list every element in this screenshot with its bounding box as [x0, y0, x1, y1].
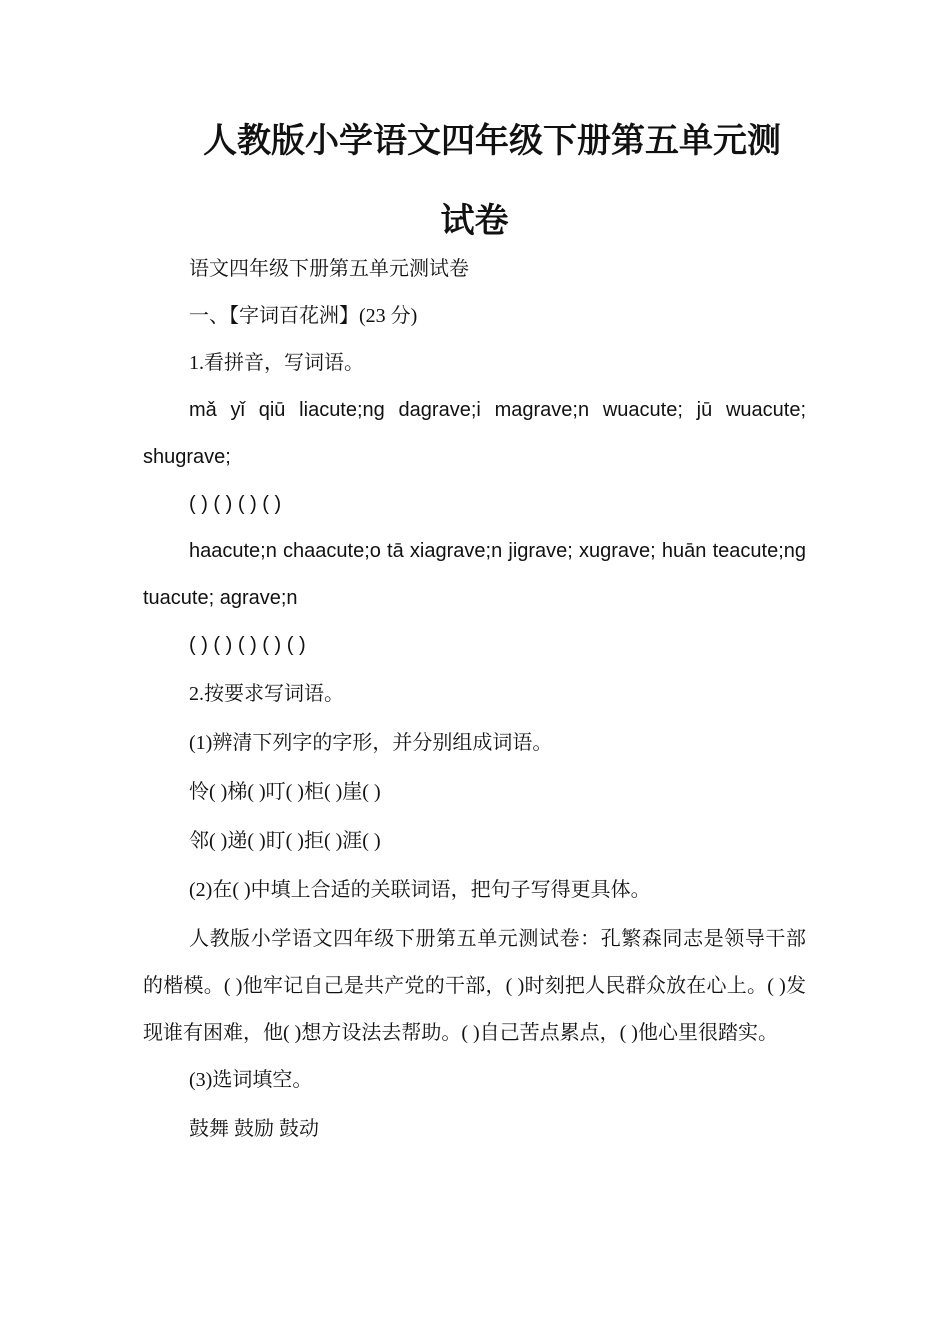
title-line-2: 试卷 [440, 203, 509, 240]
document-title [143, 102, 806, 262]
question-heading: 1.看拼音，写词语。 [189, 352, 364, 374]
title-line-1: 人教版小学语文四年级下册第五单元测 [203, 123, 781, 160]
word-choices-line: 鼓舞 鼓励 鼓动 [189, 1118, 319, 1140]
word-group-line: 邻( )递( )盯( )拒( )涯( ) [189, 830, 381, 852]
question-heading: 2.按要求写词语。 [189, 683, 344, 705]
pinyin-line: mǎ yǐ qiū liacute;ng dagrave;i magrave;n wuacute; jū wuacute; shugrave; [143, 399, 806, 468]
pinyin-line: haacute;n chaacute;o tā xiagrave;n jigrave; xugrave; huān teacute;ng tuacute; agrave;n [143, 540, 806, 609]
word-group-line: 怜( )梯( )叮( )柜( )崖( ) [189, 781, 381, 803]
section-heading: 一、【字词百花洲】(23 分) [189, 305, 418, 327]
answer-blanks-line: ( ) ( ) ( ) ( ) [189, 493, 282, 515]
passage-paragraph: 人教版小学语文四年级下册第五单元测试卷：孔繁森同志是领导干部的楷模。( )他牢记自己是共产党的干部，( )时刻把人民群众放在心上。( )发现谁有困难，他( )想方设法去帮助。( )自己苦点累点，( )他心里很踏实。 [143, 928, 806, 1044]
sub-question: (1)辨清下列字的字形，并分别组成词语。 [189, 732, 553, 754]
document-body [143, 246, 806, 1153]
sub-question: (3)选词填空。 [189, 1069, 313, 1091]
subtitle-paragraph: 语文四年级下册第五单元测试卷 [189, 258, 469, 280]
sub-question: (2)在( )中填上合适的关联词语，把句子写得更具体。 [189, 879, 651, 901]
answer-blanks-line: ( ) ( ) ( ) ( ) ( ) [189, 634, 306, 656]
